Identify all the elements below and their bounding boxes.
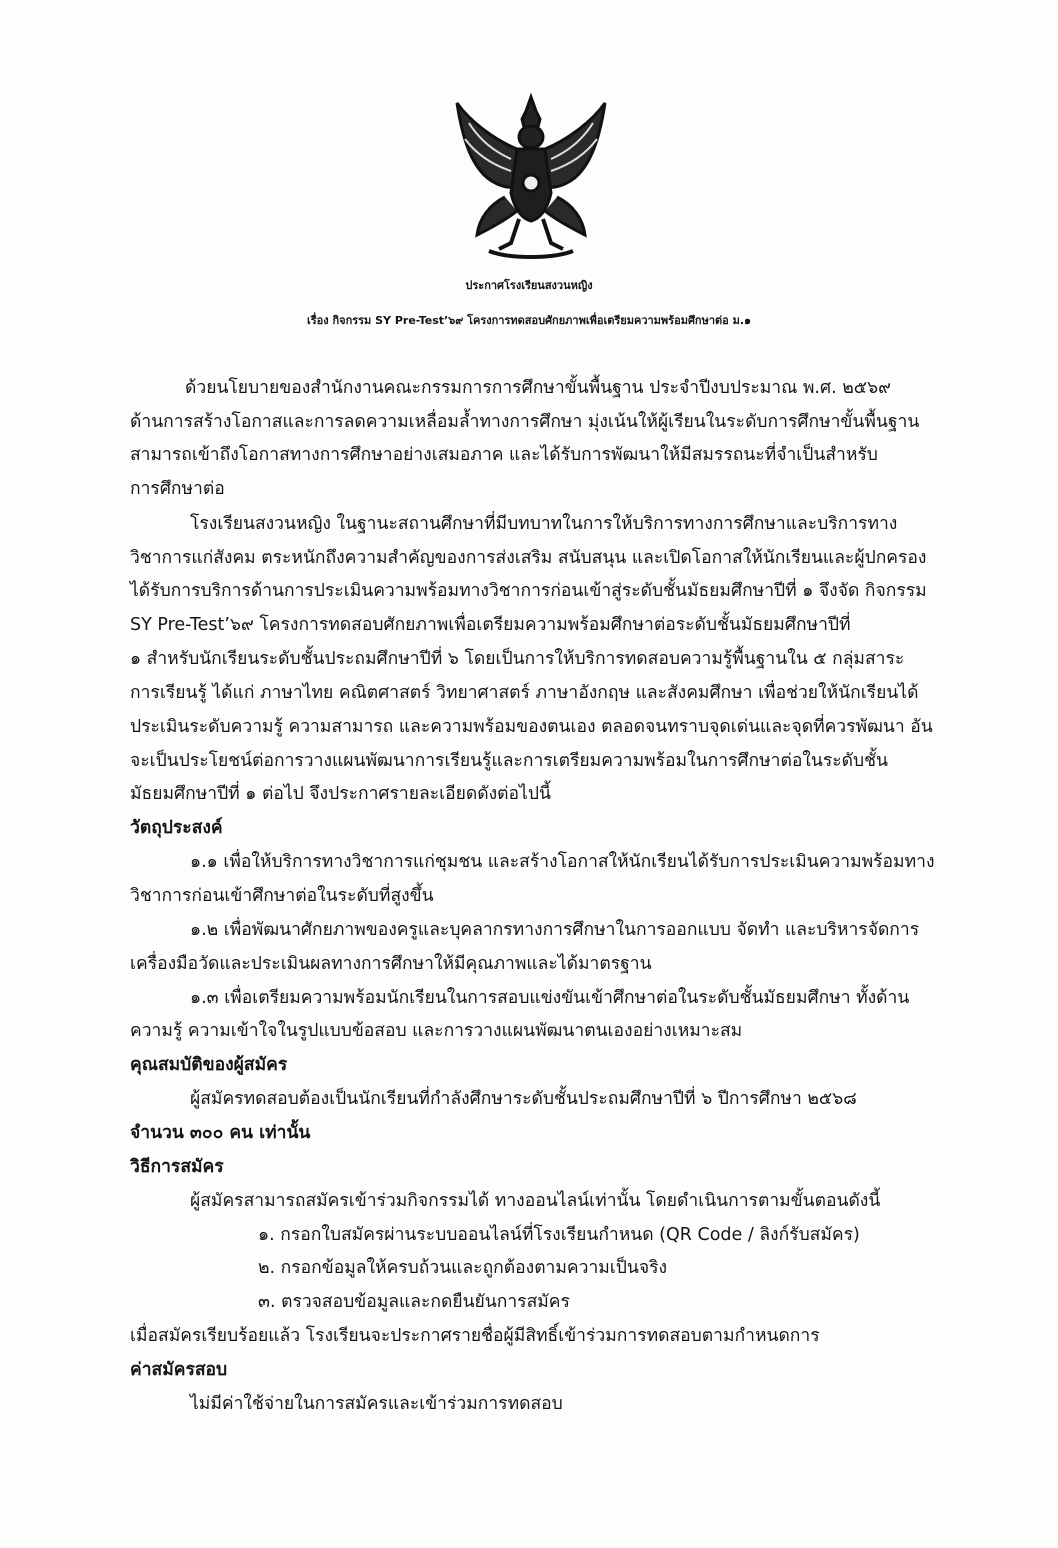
intro-p2-line: จะเป็นประโยชน์ต่อการวางแผนพัฒนาการเรียนรู้และการเตรียมความพร้อมในการศึกษาต่อในระดับชั้น xyxy=(130,751,888,771)
intro-p2-line: วิชาการแก่สังคม ตระหนักถึงความสำคัญของการส่งเสริม สนับสนุน และเปิดโอกาสให้นักเรียนและผู้ปกครอง xyxy=(130,548,927,568)
announcement-subject: เรื่อง กิจกรรม SY Pre-Test’๖๙ โครงการทดสอบศักยภาพเพื่อเตรียมความพร้อมศึกษาต่อ ม.๑ xyxy=(306,314,752,327)
application-step: ๒. กรอกข้อมูลให้ครบถ้วนและถูกต้องตามความเป็นจริง xyxy=(258,1258,668,1278)
intro-p1-line: สามารถเข้าถึงโอกาสทางการศึกษาอย่างเสมอภาค และได้รับการพัฒนาให้มีสมรรถนะที่จำเป็นสำหรับ xyxy=(130,445,878,465)
intro-p1-line: การศึกษาต่อ xyxy=(130,479,225,499)
intro-p2-line: โรงเรียนสงวนหญิง ในฐานะสถานศึกษาที่มีบทบาทในการให้บริการทางการศึกษาและบริการทาง xyxy=(190,514,898,534)
application-text: ผู้สมัครสามารถสมัครเข้าร่วมกิจกรรมได้ ทางออนไลน์เท่านั้น โดยดำเนินการตามขั้นตอนดังนี้ xyxy=(190,1191,881,1211)
objective-line: วิชาการก่อนเข้าศึกษาต่อในระดับที่สูงขึ้น xyxy=(130,886,434,906)
qualifications-heading: คุณสมบัติของผู้สมัคร xyxy=(130,1055,288,1075)
application-step: ๑. กรอกใบสมัครผ่านระบบออนไลน์ที่โรงเรียนกำหนด (QR Code / ลิงก์รับสมัคร) xyxy=(258,1225,860,1245)
intro-p2-line: ประเมินระดับความรู้ ความสามารถ และความพร้อมของตนเอง ตลอดจนทราบจุดเด่นและจุดที่ควรพัฒนา อัน xyxy=(130,717,933,737)
announcement-title: ประกาศโรงเรียนสงวนหญิง xyxy=(465,279,593,292)
application-step: ๓. ตรวจสอบข้อมูลและกดยืนยันการสมัคร xyxy=(258,1292,570,1312)
intro-p1-line: ด้วยนโยบายของสำนักงานคณะกรรมการการศึกษาขั้นพื้นฐาน ประจำปีงบประมาณ พ.ศ. ๒๕๖๙ xyxy=(185,378,891,398)
intro-p1-line: ด้านการสร้างโอกาสและการลดความเหลื่อมล้ำทางการศึกษา มุ่งเน้นให้ผู้เรียนในระดับการศึกษาขั้นพื้นฐาน xyxy=(130,412,920,432)
intro-p2-line: ๑ สำหรับนักเรียนระดับชั้นประถมศึกษาปีที่ ๖ โดยเป็นการให้บริการทดสอบความรู้พื้นฐานใน ๕ กลุ่มสาระ xyxy=(130,649,905,669)
garuda-emblem-icon xyxy=(449,93,613,259)
objectives-heading: วัตถุประสงค์ xyxy=(130,818,223,838)
intro-p2-line: SY Pre-Test’๖๙ โครงการทดสอบศักยภาพเพื่อเตรียมความพร้อมศึกษาต่อระดับชั้นมัธยมศึกษาปีที่ xyxy=(130,615,851,635)
intro-p2-line: มัธยมศึกษาปีที่ ๑ ต่อไป จึงประกาศรายละเอียดดังต่อไปนี้ xyxy=(130,784,551,804)
intro-p2-line: การเรียนรู้ ได้แก่ ภาษาไทย คณิตศาสตร์ วิทยาศาสตร์ ภาษาอังกฤษ และสังคมศึกษา เพื่อช่วยให้นักเรียนได้ xyxy=(130,683,919,703)
application-after-text: เมื่อสมัครเรียบร้อยแล้ว โรงเรียนจะประกาศรายชื่อผู้มีสิทธิ์เข้าร่วมการทดสอบตามกำหนดการ xyxy=(130,1326,820,1346)
objective-line: ความรู้ ความเข้าใจในรูปแบบข้อสอบ และการวางแผนพัฒนาตนเองอย่างเหมาะสม xyxy=(130,1021,743,1041)
objective-line: ๑.๒ เพื่อพัฒนาศักยภาพของครูและบุคลากรทางการศึกษาในการออกแบบ จัดทำ และบริหารจัดการ xyxy=(190,920,920,940)
objective-line: ๑.๑ เพื่อให้บริการทางวิชาการแก่ชุมชน และสร้างโอกาสให้นักเรียนได้รับการประเมินความพร้อมทาง xyxy=(190,852,935,872)
quota-text: จำนวน ๓๐๐ คน เท่านั้น xyxy=(130,1123,311,1143)
application-heading: วิธีการสมัคร xyxy=(130,1157,224,1177)
qualifications-text: ผู้สมัครทดสอบต้องเป็นนักเรียนที่กำลังศึกษาระดับชั้นประถมศึกษาปีที่ ๖ ปีการศึกษา ๒๕๖๘ xyxy=(190,1089,857,1109)
objective-line: เครื่องมือวัดและประเมินผลทางการศึกษาให้มีคุณภาพและได้มาตรฐาน xyxy=(130,954,652,974)
fee-heading: ค่าสมัครสอบ xyxy=(130,1360,228,1380)
objective-line: ๑.๓ เพื่อเตรียมความพร้อมนักเรียนในการสอบแข่งขันเข้าศึกษาต่อในระดับชั้นมัธยมศึกษา ทั้งด้าน xyxy=(190,988,910,1008)
fee-text: ไม่มีค่าใช้จ่ายในการสมัครและเข้าร่วมการทดสอบ xyxy=(190,1394,563,1414)
intro-p2-line: ได้รับการบริการด้านการประเมินความพร้อมทางวิชาการก่อนเข้าสู่ระดับชั้นมัธยมศึกษาปีที่ ๑ จึงจัด กิจกรรม xyxy=(130,581,927,601)
